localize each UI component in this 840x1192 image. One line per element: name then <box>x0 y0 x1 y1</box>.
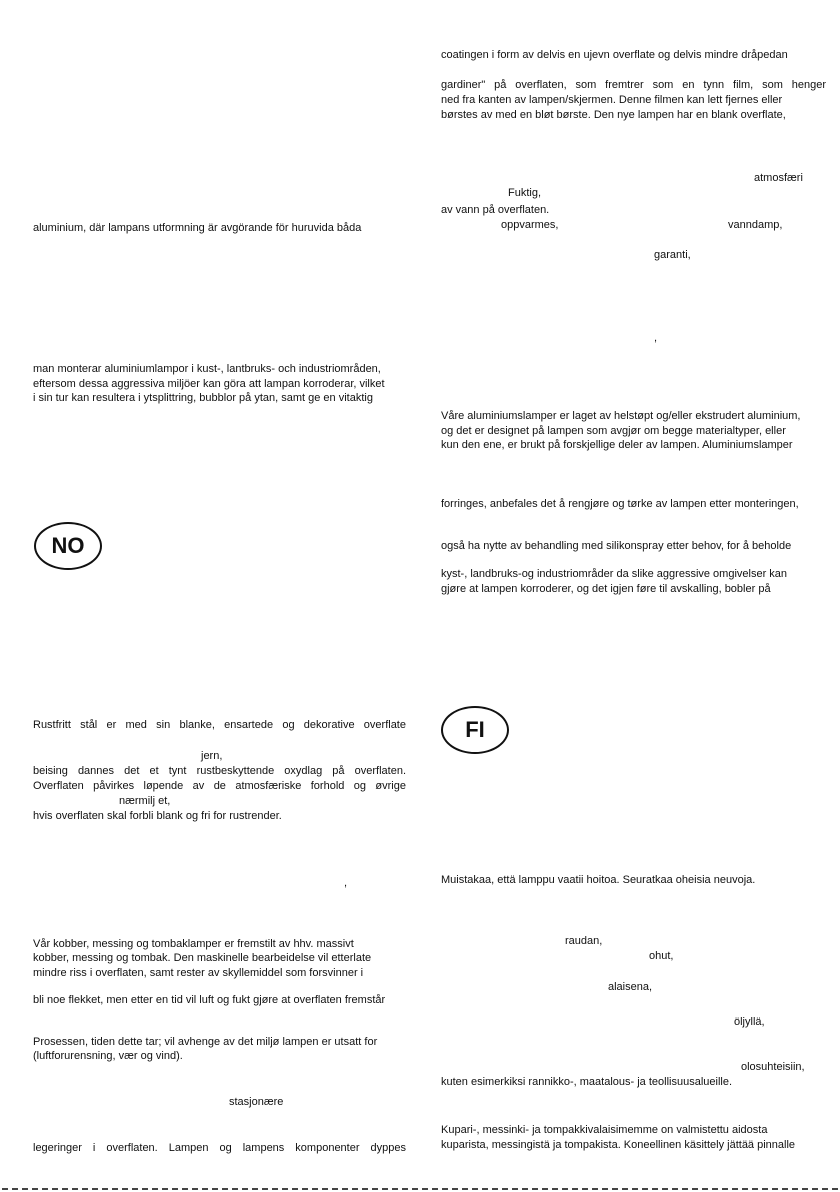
alu-text-line: kyst-, landbruks-og industriområder da slike aggressive omgivelser kan <box>441 568 788 580</box>
coating-text-word: garanti, <box>654 249 691 261</box>
coating-text-line: børstes av med en bløt børste. Den nye lampen har en blank overflate, <box>441 109 786 121</box>
copper-text-line: Vår kobber, messing og tombaklamper er fremstilt av hhv. massivt <box>33 938 354 950</box>
steel-text-line: Rustfritt stål er med sin blanke, ensartede og dekorative overflate <box>33 719 406 731</box>
fi-text-word: raudan, <box>565 935 603 947</box>
fi-text-line: kuparista, messingistä ja tompakista. Koneellinen käsittely jättää pinnalle <box>441 1139 796 1151</box>
sv-text-line: eftersom dessa aggressiva miljöer kan göra att lampan korroderar, vilket <box>33 378 385 390</box>
fi-text-line: Muistakaa, että lamppu vaatii hoitoa. Seuratkaa oheisia neuvoja. <box>441 874 756 886</box>
coating-text-word: atmosfæri <box>754 172 803 184</box>
sv-text-line: i sin tur kan resultera i ytsplittring, bubblor på ytan, samt ge en vitaktig <box>33 392 373 404</box>
coating-text-line: av vann på overflaten. <box>441 204 550 216</box>
steel-text-word: jern, <box>201 750 223 762</box>
language-badge-no: NO <box>34 522 102 570</box>
copper-text-line: Prosessen, tiden dette tar; vil avhenge av det miljø lampen er utsatt for <box>33 1036 378 1048</box>
fi-text-word: olosuhteisiin, <box>741 1061 805 1073</box>
copper-text-line: legeringer i overflaten. Lampen og lampens komponenter dyppes <box>33 1142 406 1154</box>
coating-text-word: vanndamp, <box>728 219 783 231</box>
sv-text-line: man monterar aluminiumlampor i kust-, lantbruks- och industriområden, <box>33 363 381 375</box>
copper-text-line: kobber, messing og tombak. Den maskinelle bearbeidelse vil etterlate <box>33 952 372 964</box>
coating-text-word: oppvarmes, <box>501 219 559 231</box>
alu-text-line: kun den ene, er brukt på forskjellige deler av lampen. Aluminiumslamper <box>441 439 793 451</box>
coating-text-line: gardiner" på overflaten, som fremtrer som en tynn film, som henger <box>441 79 826 91</box>
steel-text-word: nærmilj et, <box>119 795 171 807</box>
alu-text-line: forringes, anbefales det å rengjøre og tørke av lampen etter monteringen, <box>441 498 799 510</box>
copper-text-line: (luftforurensning, vær og vind). <box>33 1050 183 1062</box>
steel-text-line: beising dannes det et tynt rustbeskyttende oxydlag på overflaten. <box>33 765 406 777</box>
alu-text-line: også ha nytte av behandling med silikonspray etter behov, for å beholde <box>441 540 792 552</box>
language-badge-fi: FI <box>441 706 509 754</box>
page-bottom-rule <box>2 1188 838 1190</box>
copper-text-word: stasjonære <box>229 1096 284 1108</box>
alu-text-line: gjøre at lampen korroderer, og det igjen føre til avskalling, bobler på <box>441 583 771 595</box>
alu-text-line: og det er designet på lampen som avgjør om begge materialtyper, eller <box>441 425 786 437</box>
stray-comma: , <box>344 877 348 889</box>
coating-text-line: coatingen i form av delvis en ujevn overflate og delvis mindre dråpedan <box>441 49 788 61</box>
alu-text-line: Våre aluminiumslamper er laget av helstøpt og/eller ekstrudert aluminium, <box>441 410 801 422</box>
fi-text-word: öljyllä, <box>734 1016 765 1028</box>
stray-comma: , <box>654 332 658 344</box>
fi-text-word: alaisena, <box>608 981 653 993</box>
coating-text-line: ned fra kanten av lampen/skjermen. Denne filmen kan lett fjernes eller <box>441 94 783 106</box>
fi-text-line: Kupari-, messinki- ja tompakkivalaisimemme on valmistettu aidosta <box>441 1124 768 1136</box>
fi-text-line: kuten esimerkiksi rannikko-, maatalous- ja teollisuusalueille. <box>441 1076 733 1088</box>
fi-text-word: ohut, <box>649 950 674 962</box>
sv-text-line: aluminium, där lampans utformning är avgörande för huruvida båda <box>33 222 362 234</box>
copper-text-line: bli noe flekket, men etter en tid vil luft og fukt gjøre at overflaten fremstår <box>33 994 386 1006</box>
copper-text-line: mindre riss i overflaten, samt rester av skyllemiddel som forsvinner i <box>33 967 364 979</box>
coating-text-word: Fuktig, <box>508 187 542 199</box>
steel-text-line: hvis overflaten skal forbli blank og fri for rustrender. <box>33 810 282 822</box>
steel-text-line: Overflaten påvirkes løpende av de atmosfæriske forhold og øvrige <box>33 780 406 792</box>
